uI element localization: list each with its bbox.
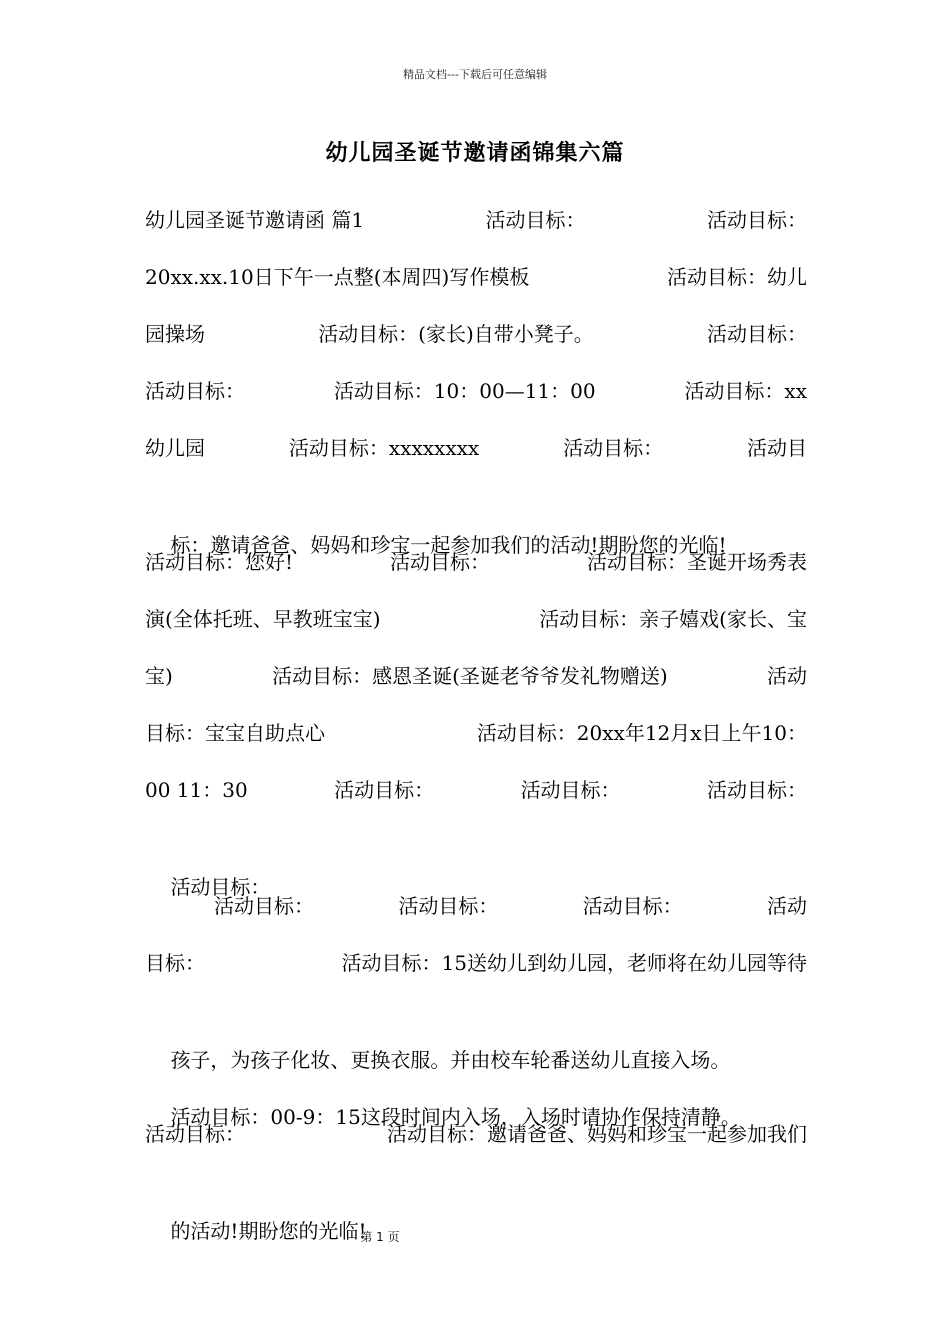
text-segment: 活动目标：您好! (145, 550, 294, 574)
text-segment: 幼儿园 (145, 436, 205, 460)
text-segment: 活动目标： (582, 894, 683, 918)
body-line-4 (145, 371, 807, 411)
text-segment: 活动目标： (390, 550, 491, 574)
body-line-3 (145, 314, 807, 354)
text-segment: 活动目标：15送幼儿到幼儿园，老师将在幼儿园等待 (341, 951, 807, 975)
text-segment: 标：邀请爸爸、妈妈和珍宝一起参加我们的活动!期盼您的光临! (170, 533, 727, 557)
text-segment: 活动目标： (520, 778, 621, 802)
body-line-2 (145, 257, 807, 297)
text-segment: 活动目标：xx (684, 379, 807, 403)
text-segment: 活动 (766, 664, 807, 688)
text-segment: 活动目标：幼儿 (667, 265, 807, 289)
text-segment: 活动目标： (485, 208, 586, 232)
text-segment: 活动目标： (145, 379, 245, 403)
body-line-16 (145, 1057, 807, 1129)
text-segment: 孩子，为孩子化妆、更换衣服。并由校车轮番送幼儿直接入场。 (170, 1048, 731, 1072)
text-segment: 活动目标：感恩圣诞(圣诞老爷爷发礼物赠送) (272, 664, 668, 688)
document-title: 幼儿园圣诞节邀请函锦集六篇 (325, 141, 625, 166)
body-line-5 (145, 428, 807, 468)
text-segment: 活动目标： (145, 1122, 245, 1146)
text-segment: 活动目标：(家长)自带小凳子。 (318, 322, 594, 346)
text-segment: 目标： (145, 951, 205, 975)
text-segment: 活动目标：亲子嬉戏(家长、宝 (539, 607, 807, 631)
text-segment: 活动目标： (707, 208, 807, 232)
body-line-11 (145, 770, 807, 810)
body-line-15 (145, 1000, 807, 1072)
text-segment: 活动目标：圣诞开场秀表 (586, 550, 807, 574)
text-segment: 20xx.xx.10日下午一点整(本周四)写作模板 (145, 265, 530, 289)
text-segment: 活动目标： (334, 778, 435, 802)
body-line-13 (214, 886, 807, 926)
body-line-8 (145, 599, 807, 639)
text-segment: 园操场 (145, 322, 205, 346)
text-segment: 宝) (145, 664, 173, 688)
text-segment: 活动目标： (170, 875, 271, 899)
text-segment: 演(全体托班、早教班宝宝) (145, 607, 381, 631)
text-segment: 活动目标： (563, 436, 664, 460)
text-segment: 幼儿园圣诞节邀请函 篇1 (145, 208, 365, 232)
header-note: 精品文档---下载后可任意编辑 (403, 68, 547, 81)
text-segment: 目标：宝宝自助点心 (145, 721, 325, 745)
body-line-1 (145, 200, 807, 240)
text-segment: 活动目标：20xx年12月x日上午10： (476, 721, 807, 745)
body-line-14 (145, 943, 807, 983)
body-line-17 (145, 1114, 807, 1154)
text-segment: 活动目标： (706, 778, 807, 802)
text-segment: 活动目标： (214, 894, 314, 918)
text-segment: 活动目标：邀请爸爸、妈妈和珍宝一起参加我们 (387, 1122, 807, 1146)
text-segment: 活动目标：xxxxxxxx (288, 436, 480, 460)
body-line-12 (145, 827, 807, 899)
text-segment: 活动目 (747, 436, 807, 460)
body-line-10 (145, 713, 807, 753)
text-segment: 活动目标：10：00—11：00 (333, 379, 596, 403)
text-segment: 的活动!期盼您的光临! (170, 1219, 367, 1243)
body-line-9 (145, 656, 807, 696)
text-segment: 活动目标： (706, 322, 807, 346)
text-segment: 活动 (766, 894, 807, 918)
body-line-7 (145, 542, 807, 582)
text-segment: 活动目标：00-9：15这段时间内入场，入场时请协作保持清静。 (170, 1105, 741, 1129)
page-number: 第 1 页 (360, 1230, 400, 1244)
body-line-6 (145, 485, 807, 557)
text-segment: 00 11：30 (145, 778, 248, 802)
text-segment: 活动目标： (398, 894, 499, 918)
